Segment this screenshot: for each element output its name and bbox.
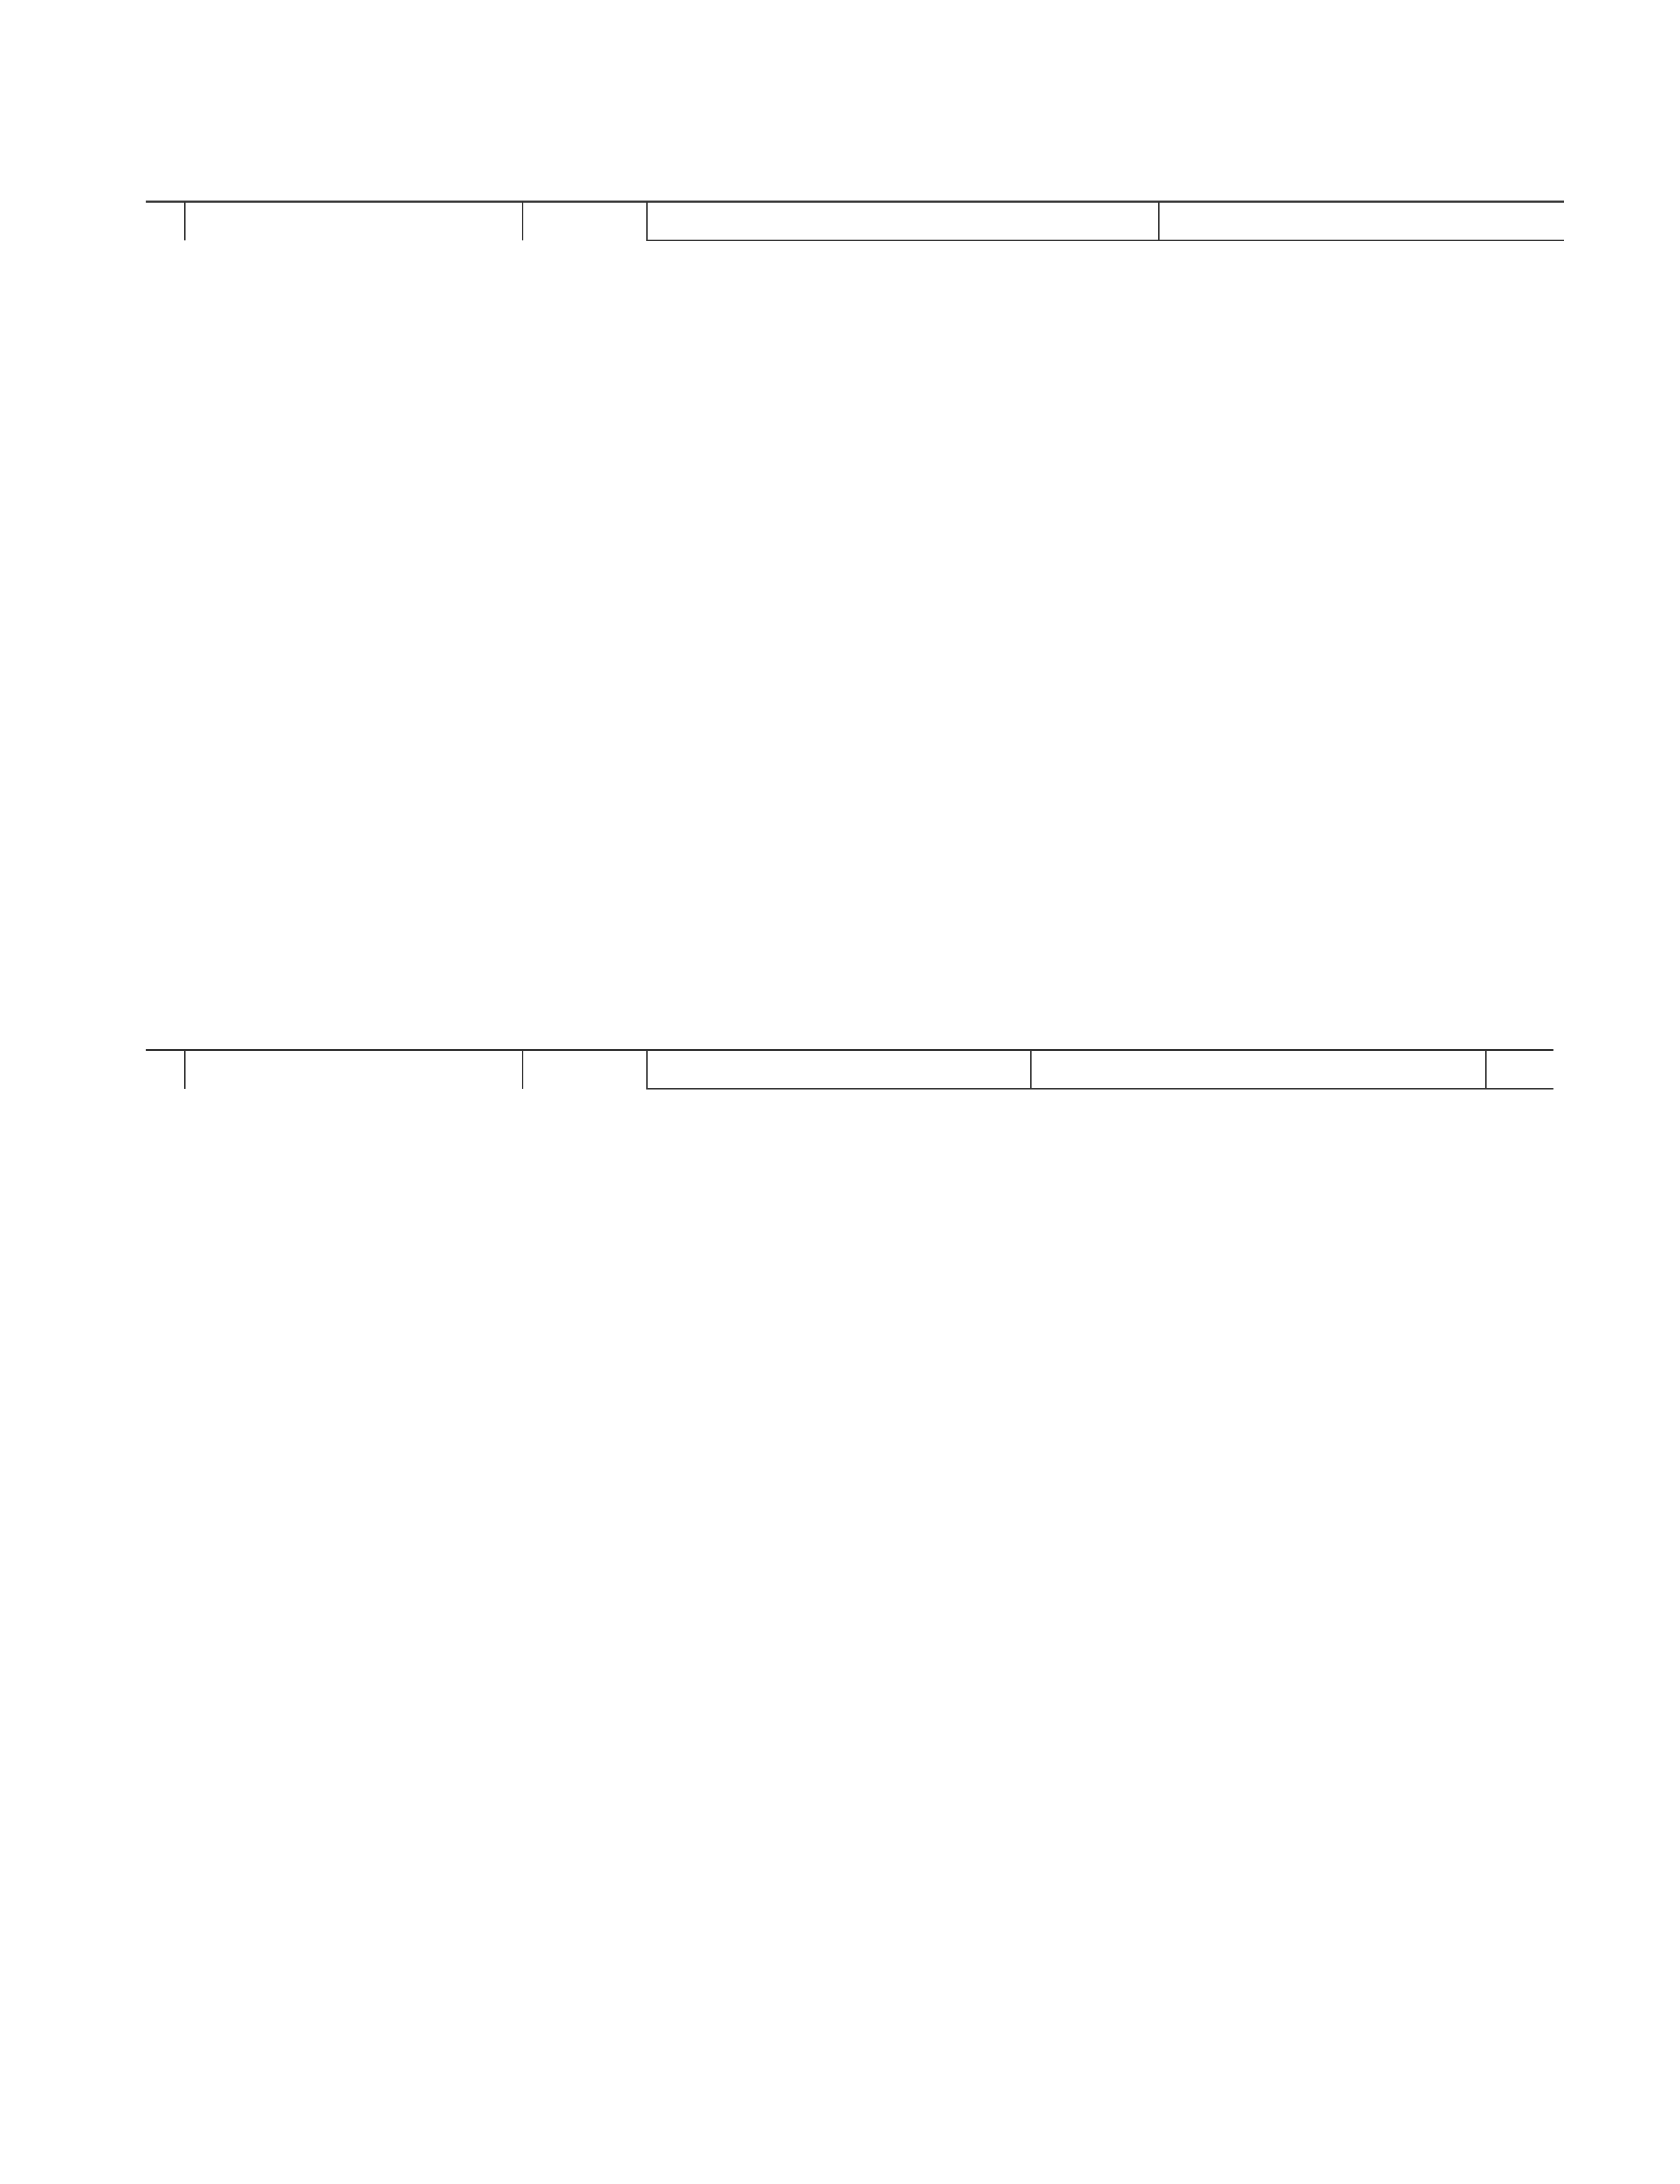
text-column-left <box>146 604 828 613</box>
header-num <box>146 202 185 241</box>
header-name <box>185 1050 523 1090</box>
table-3-2-continuation <box>146 201 1564 240</box>
header-group-beams <box>1031 1050 1486 1090</box>
header-group-beams <box>1159 202 1564 241</box>
header-name <box>185 202 523 241</box>
header-group-logs <box>647 1050 1031 1090</box>
header-unit <box>523 1050 647 1090</box>
header-group-logs <box>647 202 1159 241</box>
table-header-row <box>146 202 1564 241</box>
table-3-3 <box>146 1049 1553 1089</box>
header-num <box>146 1050 185 1090</box>
header-group-plates <box>1486 1050 1553 1090</box>
table-header-row <box>146 1050 1553 1090</box>
header-unit <box>523 202 647 241</box>
